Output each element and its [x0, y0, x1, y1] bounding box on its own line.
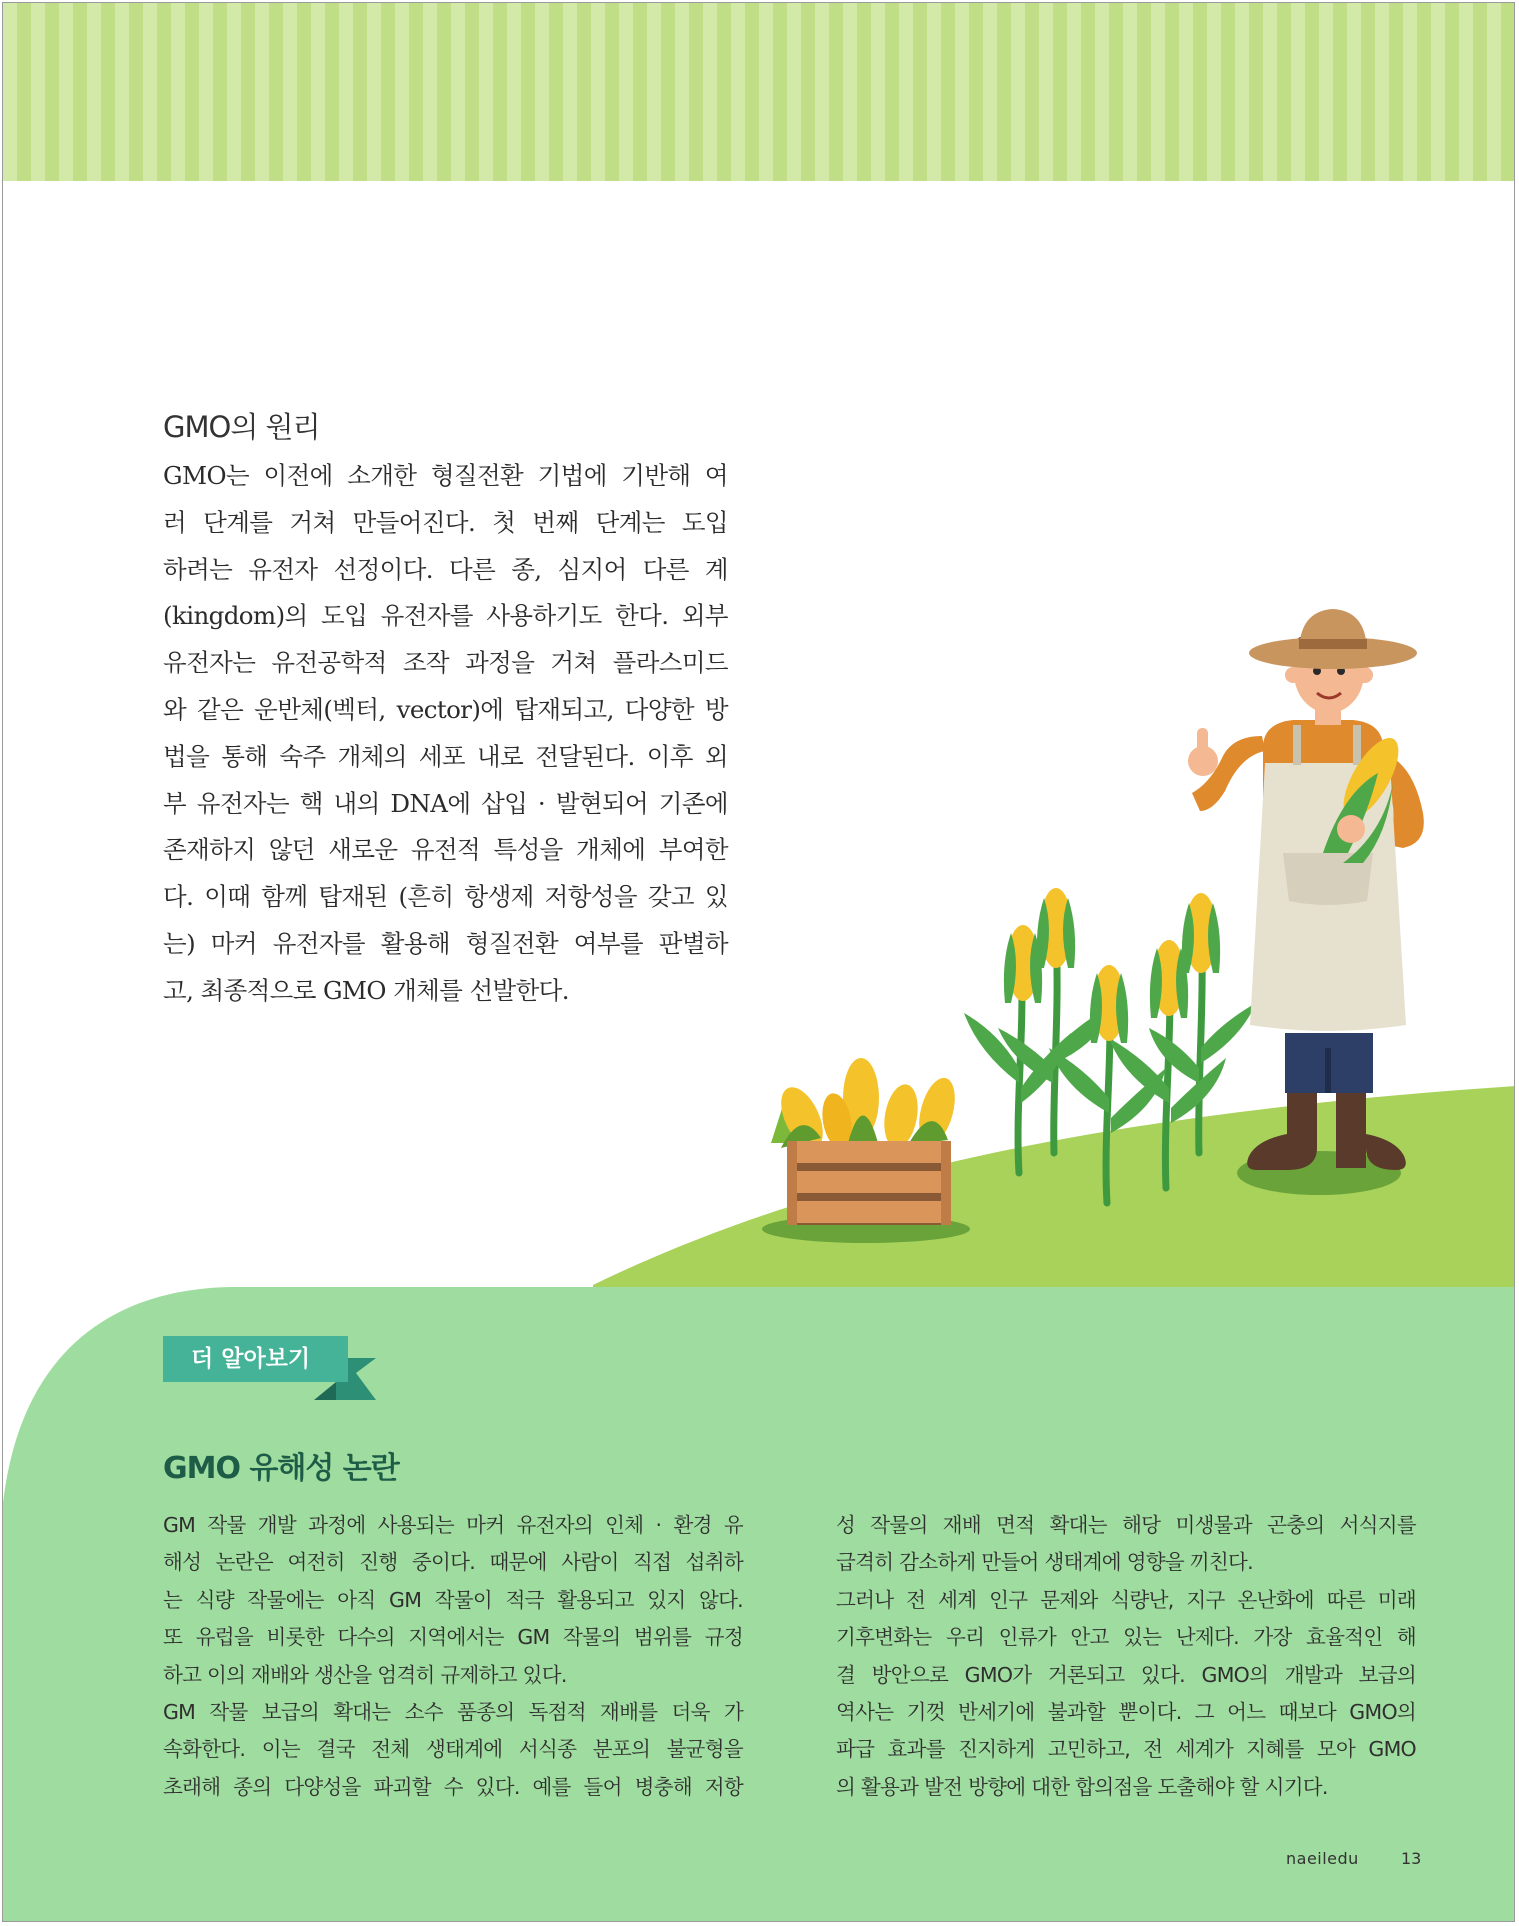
- paragraph-line: 유전자는 유전공학적 조작 과정을 거쳐 플라스미드: [163, 648, 728, 678]
- info-line: 는 식량 작물에는 아직 GM 작물이 적극 활용되고 있지 않다.: [163, 1587, 743, 1612]
- paragraph-line: GMO는 이전에 소개한 형질전환 기법에 기반해 여: [163, 461, 728, 490]
- page: [2, 2, 1515, 1922]
- info-line: 그러나 전 세계 인구 문제와 식량난, 지구 온난화에 따른 미래: [836, 1587, 1416, 1612]
- footer-brand: naeiledu: [1286, 1849, 1359, 1868]
- info-line: GM 작물 개발 과정에 사용되는 마커 유전자의 인체 · 환경 유: [163, 1513, 743, 1537]
- paragraph-line: 법을 통해 숙주 개체의 세포 내로 전달된다. 이후 외: [163, 741, 728, 771]
- paragraph-line: 와 같은 운반체(벡터, vector)에 탑재되고, 다양한 방: [163, 694, 728, 724]
- paragraph-line: 는) 마커 유전자를 활용해 형질전환 여부를 판별하: [163, 928, 728, 958]
- paragraph-line: 부 유전자는 핵 내의 DNA에 삽입 · 발현되어 기존에: [163, 788, 728, 818]
- info-line: 결 방안으로 GMO가 거론되고 있다. GMO의 개발과 보급의: [836, 1662, 1416, 1687]
- info-column-left: [163, 1507, 743, 1806]
- page-number: 13: [1401, 1849, 1422, 1868]
- info-line: 성 작물의 재배 면적 확대는 해당 미생물과 곤충의 서식지를: [836, 1513, 1416, 1537]
- principle-paragraph: [163, 453, 728, 1015]
- info-line: 초래해 종의 다양성을 파괴할 수 있다. 예를 들어 병충해 저항: [163, 1774, 743, 1799]
- paragraph-line: 다. 이때 함께 탑재된 (흔히 항생제 저항성을 갖고 있: [163, 882, 728, 912]
- paragraph-line: (kingdom)의 도입 유전자를 사용하기도 한다. 외부: [163, 601, 728, 631]
- info-line: 속화한다. 이는 결국 전체 생태계에 서식종 분포의 불균형을: [163, 1737, 743, 1762]
- info-line: 해성 논란은 여전히 진행 중이다. 때문에 사람이 직접 섭취하: [163, 1550, 743, 1575]
- info-line: 기후변화는 우리 인류가 안고 있는 난제다. 가장 효율적인 해: [836, 1625, 1416, 1650]
- info-column-right: [836, 1507, 1416, 1806]
- info-line: 파급 효과를 진지하게 고민하고, 전 세계가 지혜를 모아 GMO: [836, 1737, 1416, 1762]
- info-line: 역사는 기껏 반세기에 불과할 뿐이다. 그 어느 때보다 GMO의: [836, 1700, 1416, 1725]
- paragraph-line: 러 단계를 거쳐 만들어진다. 첫 번째 단계는 도입: [163, 507, 728, 537]
- paragraph-line: 존재하지 않던 새로운 유전적 특성을 개체에 부여한: [163, 835, 728, 865]
- info-line: GM 작물 보급의 확대는 소수 품종의 독점적 재배를 더욱 가: [163, 1700, 743, 1725]
- section-title: GMO의 원리: [163, 410, 320, 444]
- info-line: 급격히 감소하게 만들어 생태계에 영향을 끼친다.: [836, 1550, 1253, 1575]
- info-line: 또 유럽을 비롯한 다수의 지역에서는 GM 작물의 범위를 규정: [163, 1625, 743, 1650]
- info-box-title: GMO 유해성 논란: [163, 1451, 399, 1486]
- info-line: 하고 이의 재배와 생산을 엄격히 규제하고 있다.: [163, 1662, 567, 1687]
- info-line: 의 활용과 발전 방향에 대한 합의점을 도출해야 할 시기다.: [836, 1774, 1328, 1799]
- more-info-tag: 더 알아보기: [163, 1336, 348, 1382]
- paragraph-line: 고, 최종적으로 GMO 개체를 선발한다.: [163, 975, 569, 1005]
- paragraph-line: 하려는 유전자 선정이다. 다른 종, 심지어 다른 계: [163, 554, 728, 584]
